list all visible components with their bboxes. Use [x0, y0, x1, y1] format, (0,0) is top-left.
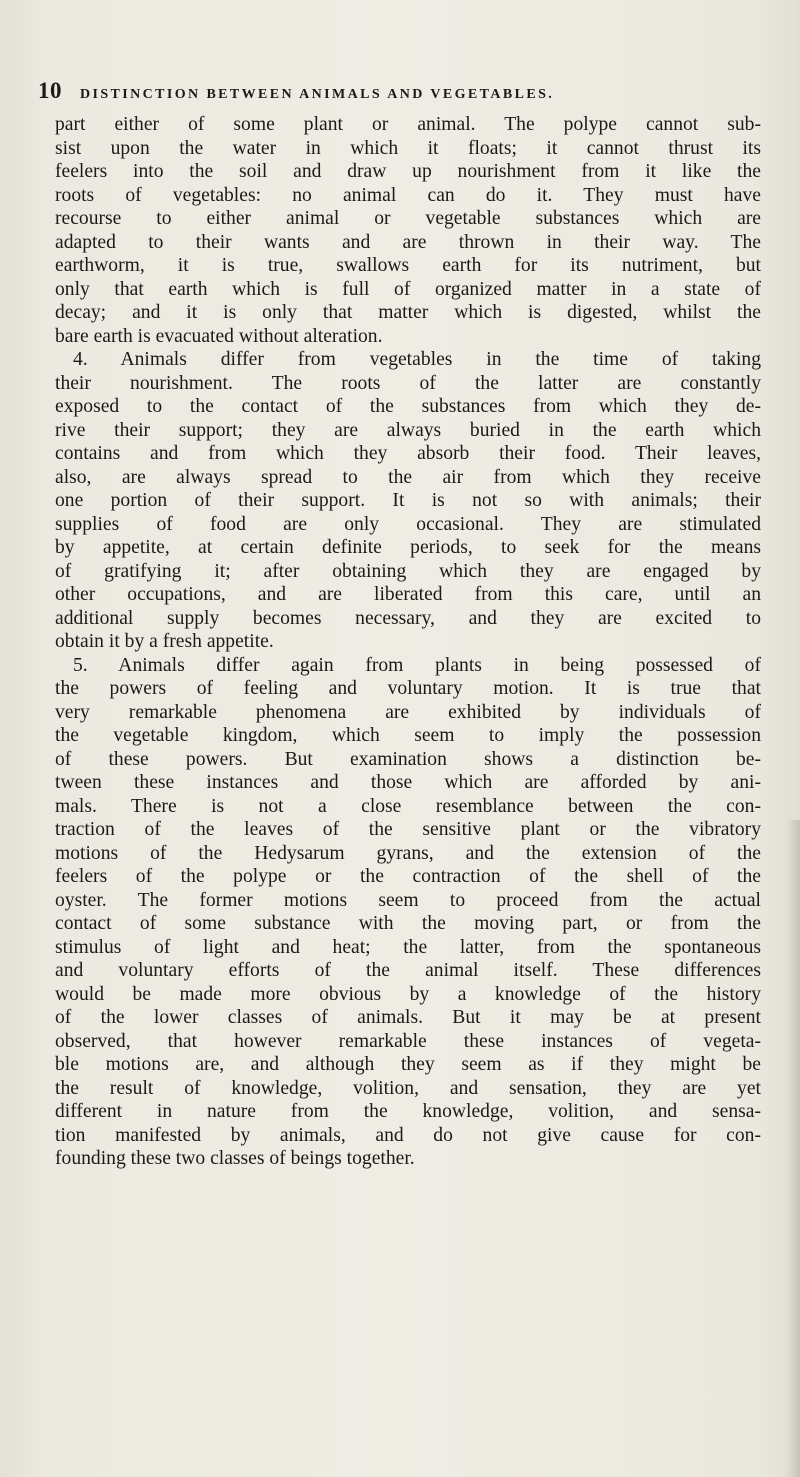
- body-text: [55, 113, 761, 1171]
- text-line: founding these two classes of beings together.: [55, 1148, 415, 1169]
- text-line: also, are always spread to the air from which they receive: [55, 466, 761, 488]
- running-head: [38, 78, 758, 106]
- text-line: 4. Animals differ from vegetables in the time of taking: [73, 349, 761, 370]
- text-line: additional supply becomes necessary, and they are excited to: [55, 607, 761, 629]
- text-line: observed, that however remarkable these instances of vegeta-: [55, 1030, 761, 1052]
- text-line: their nourishment. The roots of the latter are constantly: [55, 372, 761, 394]
- text-line: recourse to either animal or vegetable substances which are: [55, 208, 761, 229]
- text-line: feelers into the soil and draw up nourishment from it like the: [55, 161, 761, 182]
- text-line: would be made more obvious by a knowledge of the history: [55, 983, 761, 1005]
- text-line: of gratifying it; after obtaining which they are engaged by: [55, 560, 761, 582]
- text-line: stimulus of light and heat; the latter, from the spontaneous: [55, 936, 761, 958]
- text-line: mals. There is not a close resemblance between the con-: [55, 795, 761, 817]
- text-line: one portion of their support. It is not so with animals; their: [55, 490, 761, 511]
- text-line: oyster. The former motions seem to proceed from the actual: [55, 889, 761, 911]
- page-edge-shadow: [786, 820, 800, 1477]
- text-line: by appetite, at certain definite periods, to seek for the means: [55, 537, 761, 558]
- text-line: tween these instances and those which are afforded by ani-: [55, 772, 761, 793]
- text-line: of the lower classes of animals. But it may be at present: [55, 1007, 761, 1028]
- text-line: only that earth which is full of organized matter in a state of: [55, 278, 761, 300]
- text-line: traction of the leaves of the sensitive plant or the vibratory: [55, 819, 761, 840]
- text-line: contact of some substance with the moving part, or from the: [55, 913, 761, 934]
- text-line: the result of knowledge, volition, and sensation, they are yet: [55, 1077, 761, 1099]
- text-line: of these powers. But examination shows a distinction be-: [55, 748, 761, 770]
- running-head-title: DISTINCTION BETWEEN ANIMALS AND VEGETABLES.: [80, 87, 555, 102]
- text-line: rive their support; they are always buried in the earth which: [55, 419, 761, 441]
- text-line: roots of vegetables: no animal can do it. They must have: [55, 184, 761, 206]
- text-line: obtain it by a fresh appetite.: [55, 631, 274, 652]
- text-line: and voluntary efforts of the animal itself. These differences: [55, 960, 761, 981]
- text-line: 5. Animals differ again from plants in being possessed of: [73, 654, 761, 676]
- text-line: decay; and it is only that matter which is digested, whilst the: [55, 302, 761, 323]
- text-line: sist upon the water in which it floats; it cannot thrust its: [55, 137, 761, 159]
- text-line: earthworm, it is true, swallows earth for its nutriment, but: [55, 255, 761, 276]
- text-line: tion manifested by animals, and do not give cause for con-: [55, 1124, 761, 1146]
- text-line: other occupations, and are liberated from this care, until an: [55, 584, 761, 605]
- text-line: supplies of food are only occasional. They are stimulated: [55, 513, 761, 535]
- text-line: contains and from which they absorb their food. Their leaves,: [55, 443, 761, 464]
- page-number: 10: [38, 78, 62, 103]
- text-line: the vegetable kingdom, which seem to imply the possession: [55, 725, 761, 746]
- text-line: motions of the Hedysarum gyrans, and the extension of the: [55, 842, 761, 864]
- text-line: different in nature from the knowledge, volition, and sensa-: [55, 1101, 761, 1122]
- text-line: feelers of the polype or the contraction of the shell of the: [55, 866, 761, 887]
- text-line: exposed to the contact of the substances from which they de-: [55, 396, 761, 417]
- text-line: bare earth is evacuated without alteration.: [55, 325, 383, 347]
- text-line: adapted to their wants and are thrown in their way. The: [55, 231, 761, 253]
- text-line: very remarkable phenomena are exhibited by individuals of: [55, 701, 761, 723]
- text-line: the powers of feeling and voluntary motion. It is true that: [55, 678, 761, 699]
- text-line: part either of some plant or animal. The polype cannot sub-: [55, 114, 761, 135]
- text-line: ble motions are, and although they seem as if they might be: [55, 1054, 761, 1075]
